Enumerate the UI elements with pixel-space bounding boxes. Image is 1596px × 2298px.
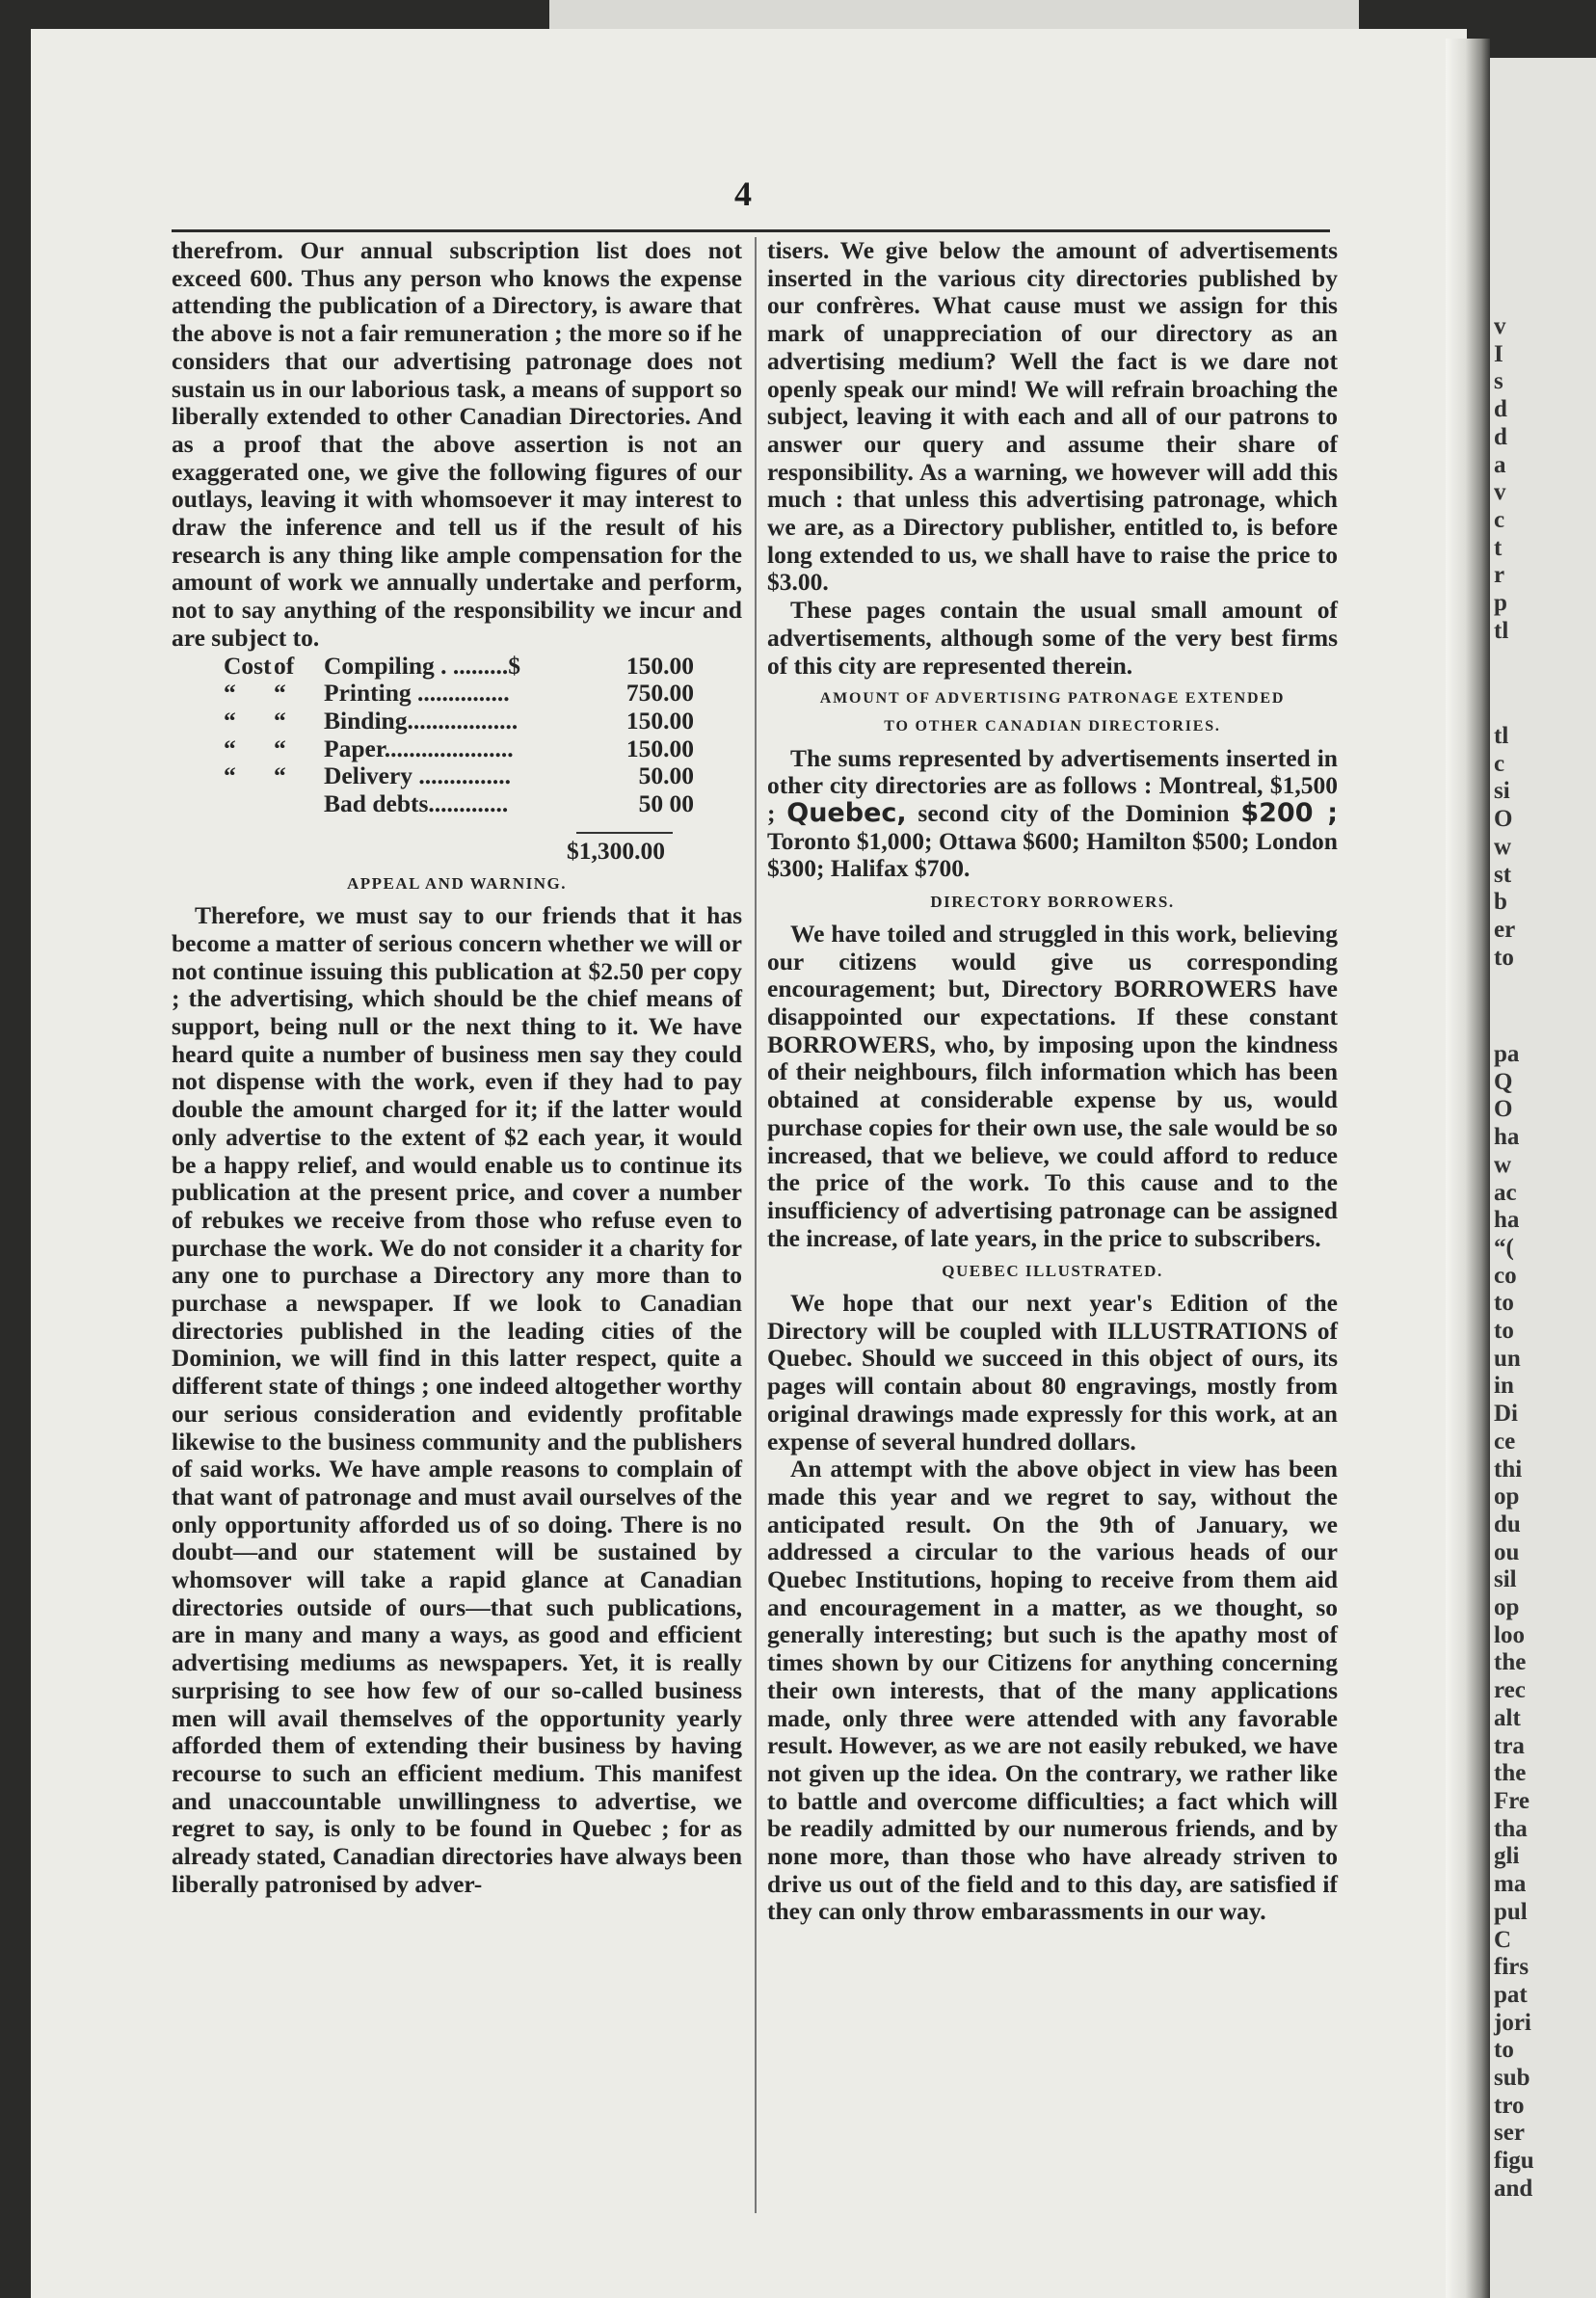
paragraph: We hope that our next year's Edition of the Directory will be coupled with ILLUSTRATIONS of Quebec. Should we succeed in this object of ours, its pages will contain about 80 engravings, mostly from original drawings made expressly for this work, at an expense of several hundred dollars.	[767, 1289, 1338, 1456]
text-run: The sums represented by advertisements inserted in other city directories are as follows : Montreal, $1,500 ;	[767, 743, 1338, 828]
fragment-text: “(	[1494, 1234, 1514, 1261]
column-divider	[755, 237, 757, 2213]
emphasized-text: $200 ;	[1240, 798, 1339, 829]
fragment-text: pa	[1494, 1041, 1520, 1067]
fragment-text: jori	[1494, 2009, 1531, 2036]
fragment-text: Q	[1494, 1068, 1513, 1095]
fragment-text: v	[1494, 313, 1506, 339]
fragment-text: ce	[1494, 1428, 1516, 1455]
cost-ditto: “	[274, 762, 286, 790]
page-number: 4	[734, 174, 752, 213]
fragment-text: op	[1494, 1594, 1520, 1621]
fragment-text: tha	[1494, 1815, 1528, 1842]
cost-amount: 50 00	[638, 789, 694, 818]
cost-row	[224, 680, 694, 708]
right-column	[767, 237, 1338, 1926]
fragment-text: sub	[1494, 2065, 1530, 2092]
section-heading: DIRECTORY BORROWERS.	[930, 893, 1175, 912]
cost-label: Delivery ...............	[324, 762, 512, 790]
fragment-text: er	[1494, 916, 1516, 943]
cost-ditto: “	[274, 679, 286, 708]
cost-row	[224, 735, 694, 763]
fragment-text: to	[1494, 1318, 1514, 1345]
cost-ditto: “	[274, 734, 286, 762]
fragment-text: d	[1494, 396, 1507, 423]
cost-ditto: of	[274, 651, 295, 680]
paragraph	[767, 745, 1338, 884]
fragment-text: O	[1494, 1096, 1513, 1123]
fragment-text: tl	[1494, 723, 1509, 749]
fragment-text: sil	[1494, 1566, 1517, 1593]
cost-label: Bad debts.............	[324, 789, 509, 818]
fragment-text: ou	[1494, 1538, 1520, 1565]
fragment-text: v	[1494, 479, 1506, 506]
paragraph: These pages contain the usual small amount of advertisements, although some of the very best firms of this city are represented therein.	[767, 596, 1338, 680]
fragment-text: tro	[1494, 2092, 1525, 2119]
fragment-text: to	[1494, 2037, 1514, 2064]
cost-amount: 150.00	[625, 651, 694, 680]
fragment-text: ha	[1494, 1207, 1520, 1234]
fragment-text: C	[1494, 1926, 1512, 1953]
header-rule	[172, 229, 1330, 232]
fragment-text: pul	[1494, 1898, 1528, 1925]
fragment-text: t	[1494, 534, 1503, 561]
text-run: Toronto $1,000; Ottawa $600; Hamilton $500; London $300; Halifax $700.	[767, 826, 1338, 883]
fragment-text: d	[1494, 423, 1507, 450]
next-page-fragment	[1482, 58, 1596, 2298]
fragment-text: firs	[1494, 1954, 1530, 1981]
cost-label: Paper.....................	[324, 734, 514, 762]
book-gutter	[1446, 39, 1490, 2298]
fragment-text: in	[1494, 1373, 1514, 1400]
cost-amount: 750.00	[625, 679, 694, 708]
fragment-text: si	[1494, 778, 1510, 805]
cost-ditto: “	[224, 706, 236, 735]
fragment-text: and	[1494, 2175, 1533, 2202]
cost-row	[224, 790, 694, 818]
cost-ditto: “	[274, 706, 286, 735]
section-heading: QUEBEC ILLUSTRATED.	[942, 1262, 1163, 1281]
fragment-text: I	[1494, 340, 1503, 367]
paragraph: therefrom. Our annual subscription list does not exceed 600. Thus any person who knows the expense attending the publication of a Directory, is aware that the above is not a fair remuneration ; the more so if he considers that our advertising patronage does not sustain us in our laborious task, a means of support so liberally extended to other Canadian Directories. And as a proof that the above assertion is not an exaggerated one, we give the following figures of our outlays, leaving it with whomsoever it may interest to draw the inference and tell us if the result of his research is any thing like ample compensation for the amount of work we annually undertake and perform, not to say anything of the responsibility we incur and are subject to.	[172, 236, 742, 652]
fragment-text: gli	[1494, 1843, 1520, 1870]
cost-ditto	[224, 790, 274, 818]
cost-ditto	[274, 790, 324, 818]
next-page-fragment-group	[1482, 1041, 1534, 2204]
section-heading: APPEAL AND WARNING.	[347, 874, 567, 894]
fragment-text: to	[1494, 944, 1514, 971]
fragment-text: the	[1494, 1649, 1527, 1676]
cost-table	[224, 653, 694, 818]
fragment-text: st	[1494, 861, 1512, 888]
fragment-text: du	[1494, 1510, 1521, 1537]
cost-amount: 50.00	[638, 762, 694, 790]
fragment-text: alt	[1494, 1704, 1521, 1731]
fragment-text: op	[1494, 1483, 1520, 1510]
paragraph: tisers. We give below the amount of advertisements inserted in the various city directories published by our confrères. What cause must we assign for this mark of unappreciation of our directory as an advertising medium? Well the fact is we dare not openly speak our mind! We will refrain broaching the subject, leaving it with each and all of our patrons to answer our query and assume their share of responsibility. As a warning, we however will add this much : that unless this advertising patronage, which we are, as a Directory publisher, entitled to, is before long extended to us, we shall have to raise the price to $3.00.	[767, 236, 1338, 597]
paragraph: An attempt with the above object in view has been made this year and we regret to say, without the anticipated result. On the 9th of January, we addressed a circular to the various heads of our Quebec Institutions, hoping to receive from them aid and encouragement in a matter, as we thought, so generally interesting; but such is the apathy most of times shown by our Citizens for anything concerning their own interests, that of the many applications made, only three were attended with any favorable result. However, as we are not easily rebuked, we have not given up the idea. On the contrary, we rather like to battle and overcome difficulties; a fact which will be readily admitted by our numerous friends, and by none more, than those who have already striven to drive us out of the field and to this day, are satisfied if they can only throw embarassments in our way.	[767, 1455, 1338, 1926]
fragment-text: b	[1494, 889, 1507, 916]
cost-amount: 150.00	[625, 734, 694, 762]
fragment-text: c	[1494, 750, 1505, 777]
cost-label: Binding..................	[324, 706, 519, 735]
fragment-text: ser	[1494, 2120, 1525, 2147]
fragment-text: ha	[1494, 1124, 1520, 1151]
fragment-text: figu	[1494, 2148, 1534, 2175]
fragment-text: ac	[1494, 1179, 1517, 1206]
left-column	[172, 237, 742, 1898]
fragment-text: rec	[1494, 1677, 1526, 1704]
fragment-text: loo	[1494, 1621, 1525, 1648]
fragment-text: p	[1494, 590, 1507, 617]
emphasized-text: Quebec,	[786, 798, 907, 829]
fragment-text: s	[1494, 368, 1503, 395]
fragment-text: Fre	[1494, 1787, 1530, 1814]
fragment-text: thi	[1494, 1456, 1523, 1483]
fragment-text: ma	[1494, 1871, 1527, 1898]
fragment-text: tra	[1494, 1732, 1525, 1759]
cost-ditto: “	[224, 762, 236, 790]
fragment-text: w	[1494, 833, 1512, 860]
cost-ditto: Cost	[224, 651, 272, 680]
cost-ditto: “	[224, 679, 236, 708]
fragment-text: Di	[1494, 1401, 1518, 1428]
fragment-text: the	[1494, 1760, 1527, 1787]
section-heading: TO OTHER CANADIAN DIRECTORIES.	[884, 717, 1221, 735]
cost-row	[224, 762, 694, 790]
cost-row	[224, 653, 694, 681]
paragraph: We have toiled and struggled in this work, believing our citizens would give us corresponding encouragement; but, Directory BORROWERS have disappointed our expectations. If these constant BORROWERS, who, by imposing upon the kindness of their neighbours, filch information which has been obtained at considerable expense by us, would purchase copies for their own use, the sale would be so increased, that we believe, we could afford to reduce the price of the work. To this cause and to the insufficiency of advertising patronage can be assigned the increase, of late years, in the price to subscribers.	[767, 919, 1338, 1252]
paragraph: Therefore, we must say to our friends that it has become a matter of serious concern whether we will or not continue issuing this publication at $2.50 per copy ; the advertising, which should be the chief means of support, being null or the next thing to it. We have heard quite a number of business men say they could not dispense with the work, even if they had to pay double the amount charged for it; if the latter would only advertise to the extent of $2 each year, it would be a happy relief, and would enable us to continue its publication at the present price, and cover a number of rebukes we receive from those who refuse even to purchase the work. We do not consider it a charity for any one to purchase a Directory any more than to purchase a newspaper. If we look to Canadian directories published in the leading cities of the Dominion, we will find in this latter respect, quite a different state of things ; one indeed altogether worthy our serious consideration and evidently profitable likewise to the business community and the publishers of said works. We have ample reasons to complain of that want of patronage and must avail ourselves of the only opportunity afforded us of so doing. There is no doubt—and our statement will be sustained by whomsover will take a rapid glance at Canadian directories outside of ours—that such publications, are in many and many a ways, as good and efficient advertising mediums as newspapers. Yet, it is really surprising to see how few of our so-called business men will avail themselves of the opportunity yearly afforded them of extending their business by having recourse to such an efficient medium. This manifest and unaccountable unwillingness to advertise, we regret to say, is only to be found in Quebec ; for as already stated, Canadian directories have always been liberally patronised by adver-	[172, 901, 742, 1898]
fragment-text: tl	[1494, 617, 1509, 644]
fragment-text: to	[1494, 1290, 1514, 1317]
cost-label: Printing ...............	[324, 679, 510, 708]
fragment-text: O	[1494, 806, 1513, 833]
fragment-text: c	[1494, 506, 1505, 533]
text-run: second city of the Dominion	[918, 799, 1230, 828]
fragment-text: pat	[1494, 1981, 1528, 2008]
cost-label: Compiling . .........$	[324, 651, 521, 680]
cost-total: $1,300.00	[567, 836, 665, 865]
fragment-text: un	[1494, 1345, 1521, 1372]
fragment-text: w	[1494, 1151, 1512, 1178]
total-rule	[576, 832, 673, 834]
fragment-text: r	[1494, 562, 1505, 589]
section-heading: AMOUNT OF ADVERTISING PATRONAGE EXTENDED	[819, 690, 1286, 708]
cost-amount: 150.00	[625, 706, 694, 735]
cost-row	[224, 708, 694, 735]
fragment-text: a	[1494, 451, 1506, 478]
fragment-text: co	[1494, 1262, 1517, 1289]
cost-ditto: “	[224, 734, 236, 762]
